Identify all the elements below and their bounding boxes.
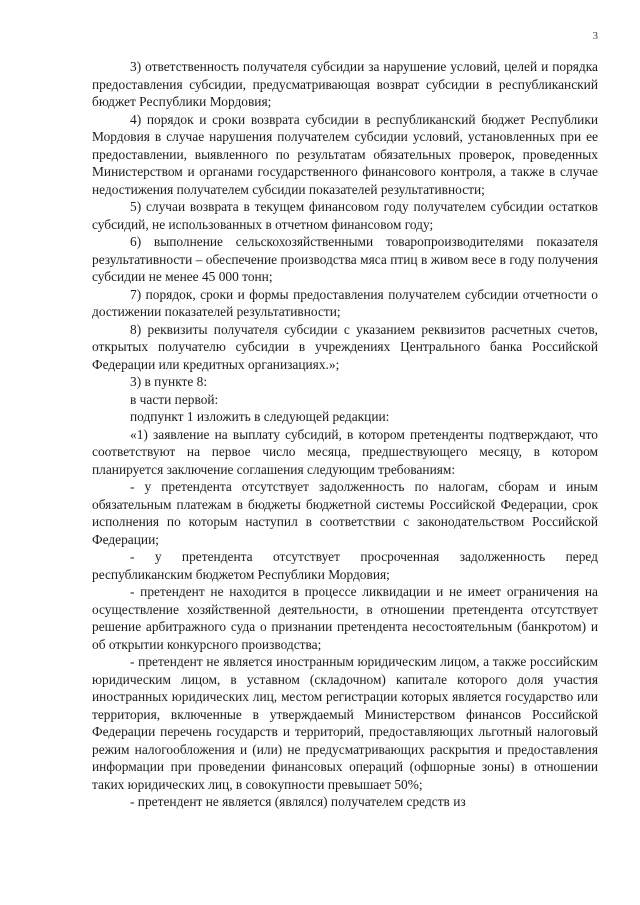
requirement-item-foreign-entity: - претендент не является иностранным юридическим лицом, а также российским юридическим лицом, в уставном (складочном) капитале которого доля участия иностранных юридических лиц, местом регистрации которых является государство или территория, включенные в утверждаемый Министерством финансов Российской Федерации перечень государств и территорий, предоставляющих льготный налоговый режим налогообложения и (или) не предусматривающих раскрытия и предоставления информации при проведении финансовых операций (офшорные зоны) в отношении таких юридических лиц, в совокупности превышает 50%; (92, 654, 598, 792)
paragraph-subpoint-1: подпункт 1 изложить в следующей редакции: (130, 409, 390, 424)
paragraph-item-7: 7) порядок, сроки и формы предоставления получателем субсидии отчетности о достижении показателей результативности; (92, 286, 598, 319)
paragraph-item-5: 5) случаи возврата в текущем финансовом году получателем субсидии остатков субсидий, не использованных в отчетном финансовом году; (92, 199, 598, 232)
requirement-item-liquidation: - претендент не находится в процессе ликвидации и не имеет ограничения на осуществление хозяйственной деятельности, в отношении претендента отсутствует решение арбитражного суда о признании претендента несостоятельным (банкротом) и об открытии конкурсного производства; (92, 584, 598, 652)
paragraph-item-4: 4) порядок и сроки возврата субсидии в республиканский бюджет Республики Мордовия в случае нарушения получателем субсидии условий, установленных при ее предоставлении, выявленного по результатам обязательных проверок, проведенных Министерством и органами государственного финансового контроля, а также в случае недостижения получателем субсидии показателей результативности; (92, 111, 598, 197)
paragraph-part-one: в части первой: (130, 391, 219, 407)
paragraph-item-8: 8) реквизиты получателя субсидии с указанием реквизитов расчетных счетов, открытых получателю субсидии в учреждениях Центрального банка Российской Федерации или кредитных организациях.»; (92, 321, 598, 372)
paragraph-item-6: 6) выполнение сельскохозяйственными товаропроизводителями показателя результативности – обеспечение производства мяса птиц в живом весе в году получения субсидии не менее 45 000 тонн; (92, 234, 598, 284)
document-body (92, 58, 598, 811)
requirement-item-taxes: - у претендента отсутствует задолженность по налогам, сборам и иным обязательным платежам в бюджеты бюджетной системы Российской Федерации, срок исполнения по которым наступил в соответствии с законодательством Российской Федерации; (92, 479, 598, 547)
requirement-item-funds-recipient: - претендент не является (являлся) получателем средств из (130, 794, 466, 809)
page-number: 3 (592, 30, 598, 42)
requirement-item-overdue-debt: - у претендента отсутствует просроченная задолженность перед республиканским бюджетом Республики Мордовия; (92, 549, 598, 582)
paragraph-point-8: 3) в пункте 8: (130, 374, 208, 389)
paragraph-item-3: 3) ответственность получателя субсидии за нарушение условий, целей и порядка предоставления субсидии, предусматривающая возврат субсидии в республиканский бюджет Республики Мордовия; (92, 59, 598, 109)
paragraph-application: «1) заявление на выплату субсидий, в котором претенденты подтверждают, что соответствуют на первое число месяца, предшествующего месяцу, в котором планируется заключение соглашения следующим требованиям: (92, 426, 598, 477)
